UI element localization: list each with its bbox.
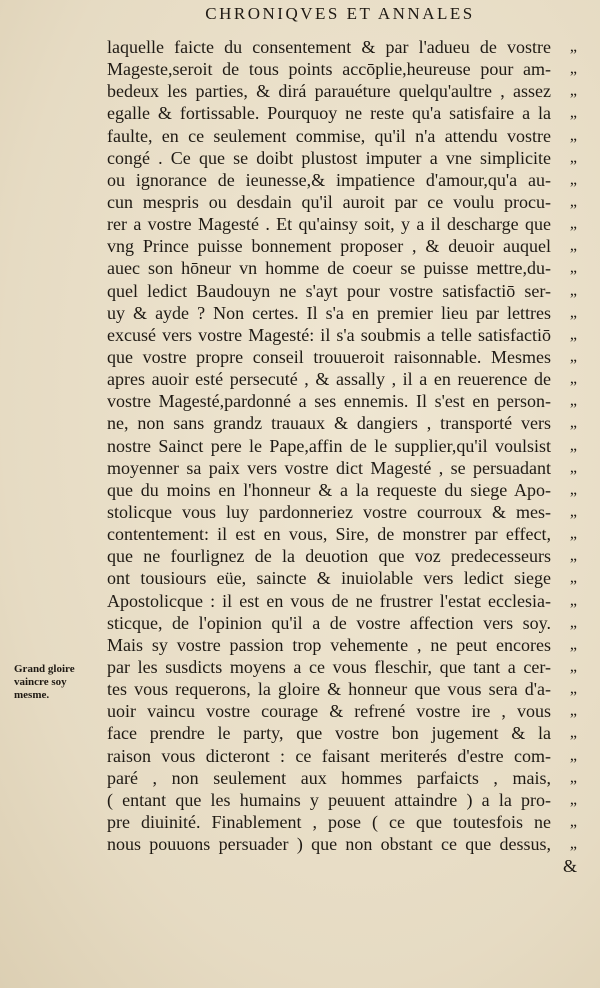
quotation-mark: „ <box>569 347 577 365</box>
margin-note-line: Grand gloire <box>14 663 75 675</box>
quotation-mark: „ <box>569 370 577 388</box>
quotation-mark: „ <box>569 237 577 255</box>
quotation-mark: „ <box>569 591 577 609</box>
text-line <box>107 700 577 722</box>
quotation-mark: „ <box>569 768 577 786</box>
quotation-mark: „ <box>569 657 577 675</box>
text-line-content: sticque, de l'opinion qu'il a de vostre affection vers soy. <box>107 612 551 633</box>
text-line-content: Apostolicque : il est en vous de ne frustrer l'estat ecclesia- <box>107 590 551 611</box>
text-line-content: nostre Sainct pere le Pape,affin de le supplier,qu'il voulsist <box>107 435 551 456</box>
text-line <box>107 80 577 102</box>
text-line <box>107 745 577 767</box>
text-line-content: contentement: il est en vous, Sire, de monstrer par effect, <box>107 524 551 545</box>
text-line-content: vostre Magesté,pardonné a ses ennemis. Il s'est en person- <box>107 391 551 412</box>
text-line-content: Mageste,seroit de tous points accōplie,heureuse pour am- <box>107 59 551 80</box>
quotation-mark: „ <box>569 148 577 166</box>
quotation-mark: „ <box>569 458 577 476</box>
text-line-content: tes vous requerons, la gloire & honneur que vous sera d'a- <box>107 679 551 700</box>
text-line-content: ou ignorance de ieunesse,& impatience d'amour,qu'a au- <box>107 169 551 190</box>
quotation-mark: „ <box>569 790 577 808</box>
text-line-content: paré , non seulement aux hommes parfaicts , mais, <box>107 767 551 788</box>
quotation-mark: „ <box>569 303 577 321</box>
quotation-mark: „ <box>569 436 577 454</box>
text-line-content: stolicque vous luy pardonneriez vostre courroux & mes- <box>107 501 551 522</box>
text-line-content: moyenner sa paix vers vostre dict Magesté , se persuadant <box>107 457 551 478</box>
text-line-content: egalle & fortissable. Pourquoy ne reste qu'a satisfaire a la <box>107 103 551 124</box>
text-line-content: apres auoir esté persecuté , & assally , il a en reuerence de <box>107 369 551 390</box>
quotation-mark: „ <box>569 325 577 343</box>
text-line-content: que ne fourlignez de la deuotion que voz predecesseurs <box>107 546 551 567</box>
margin-note-line: vaincre soy <box>14 676 67 688</box>
text-line-content: que vostre propre conseil trouueroit raisonnable. Mesmes <box>107 346 551 367</box>
quotation-mark: „ <box>569 192 577 210</box>
text-line <box>107 722 577 744</box>
quotation-mark: „ <box>569 702 577 720</box>
body-text <box>107 36 577 877</box>
quotation-mark: „ <box>569 60 577 78</box>
text-line <box>107 567 577 589</box>
text-line <box>107 368 577 390</box>
text-line <box>107 235 577 257</box>
quotation-mark: „ <box>569 547 577 565</box>
text-line-content: nous pouuons persuader ) que non obstant ce que dessus, <box>107 834 551 855</box>
text-line <box>107 147 577 169</box>
quotation-mark: „ <box>569 414 577 432</box>
catchword: & <box>562 856 577 877</box>
text-line <box>107 412 577 434</box>
text-line <box>107 280 577 302</box>
text-line <box>107 213 577 235</box>
quotation-mark: „ <box>569 724 577 742</box>
text-line-content: que du moins en l'honneur & a la requeste du siege Apo- <box>107 479 551 500</box>
text-line-content: ne, non sans grandz trauaux & dangiers , transporté vers <box>107 413 551 434</box>
text-line-content: bedeux les parties, & dirá parauéture quelqu'aultre , assez <box>107 81 551 102</box>
text-line-content: Mais sy vostre passion trop vehemente , ne peut encores <box>107 634 551 655</box>
text-line-content: rer a vostre Magesté . Et qu'ainsy soit, y a il descharge que <box>107 214 551 235</box>
margin-note <box>14 663 94 702</box>
text-line <box>107 656 577 678</box>
text-line <box>107 324 577 346</box>
quotation-mark: „ <box>569 170 577 188</box>
text-line-content: pre diuinité. Finablement , pose ( ce que toutesfois ne <box>107 811 551 832</box>
text-line <box>107 612 577 634</box>
text-line <box>107 523 577 545</box>
quotation-mark: „ <box>569 259 577 277</box>
quotation-mark: „ <box>569 281 577 299</box>
text-line <box>107 634 577 656</box>
text-line-content: ( entant que les humains y peuuent attaindre ) a la pro- <box>107 789 551 810</box>
text-line <box>107 191 577 213</box>
quotation-mark: „ <box>569 525 577 543</box>
quotation-mark: „ <box>569 613 577 631</box>
text-line-content: faulte, en ce seulement commise, qu'il n'a attendu vostre <box>107 125 551 146</box>
text-line <box>107 457 577 479</box>
text-line-content: cun mespris ou desdain qu'il auroit par ce voulu procu- <box>107 191 551 212</box>
quotation-mark: „ <box>569 215 577 233</box>
quotation-mark: „ <box>569 104 577 122</box>
text-line <box>107 501 577 523</box>
text-line-content: face prendre le party, que vostre bon jugement & la <box>107 723 551 744</box>
quotation-mark: „ <box>569 38 577 55</box>
text-line-content: uy & ayde ? Non certes. Il s'a en premier lieu par lettres <box>107 302 551 323</box>
text-line <box>107 678 577 700</box>
text-line-content: ont tousiours eüe, saincte & inuiolable vers ledict siege <box>107 568 551 589</box>
text-line <box>107 102 577 124</box>
text-line <box>107 390 577 412</box>
text-line <box>107 169 577 191</box>
text-line-content: raison vous dicteront : ce faisant meriterés d'estre com- <box>107 745 551 766</box>
text-line <box>107 811 577 833</box>
text-line <box>107 590 577 612</box>
quotation-mark: „ <box>569 746 577 764</box>
text-line <box>107 545 577 567</box>
text-line-content: uoir vaincu vostre courage & refrené vostre ire , vous <box>107 701 551 722</box>
quotation-mark: „ <box>569 480 577 498</box>
quotation-mark: „ <box>569 635 577 653</box>
quotation-mark: „ <box>569 680 577 698</box>
quotation-mark: „ <box>569 569 577 587</box>
text-line <box>107 479 577 501</box>
quotation-mark: „ <box>569 812 577 830</box>
text-line-content: congé . Ce que se doibt plustost imputer a vne simplicite <box>107 147 551 168</box>
text-line <box>107 767 577 789</box>
text-line <box>107 302 577 324</box>
text-line <box>107 58 577 80</box>
quotation-mark: „ <box>569 126 577 144</box>
quotation-mark: „ <box>569 502 577 520</box>
text-line <box>107 833 577 855</box>
quotation-mark: „ <box>569 392 577 410</box>
text-line-content: auec son hōneur vn homme de coeur se puisse mettre,du- <box>107 258 551 279</box>
quotation-mark: „ <box>569 82 577 100</box>
text-line <box>107 789 577 811</box>
text-line-content: excusé vers vostre Magesté: il s'a soubmis a telle satisfactiō <box>107 324 551 345</box>
text-line-content: par les susdicts moyens a ce vous fleschir, que tant a cer- <box>107 656 551 677</box>
text-line-content: quel ledict Baudouyn ne s'ayt pour vostre satisfactiō ser- <box>107 280 551 301</box>
text-line <box>107 36 577 58</box>
text-line <box>107 435 577 457</box>
quotation-mark: „ <box>569 835 577 853</box>
text-line <box>107 257 577 279</box>
running-header: CHRONIQVES ET ANNALES <box>205 4 475 23</box>
text-line-content: laquelle faicte du consentement & par l'adueu de vostre <box>107 37 551 57</box>
text-line-content: vng Prince puisse bonnement proposer , & deuoir auquel <box>107 236 551 257</box>
text-line <box>107 346 577 368</box>
text-line <box>107 125 577 147</box>
margin-note-line: mesme. <box>14 689 50 701</box>
